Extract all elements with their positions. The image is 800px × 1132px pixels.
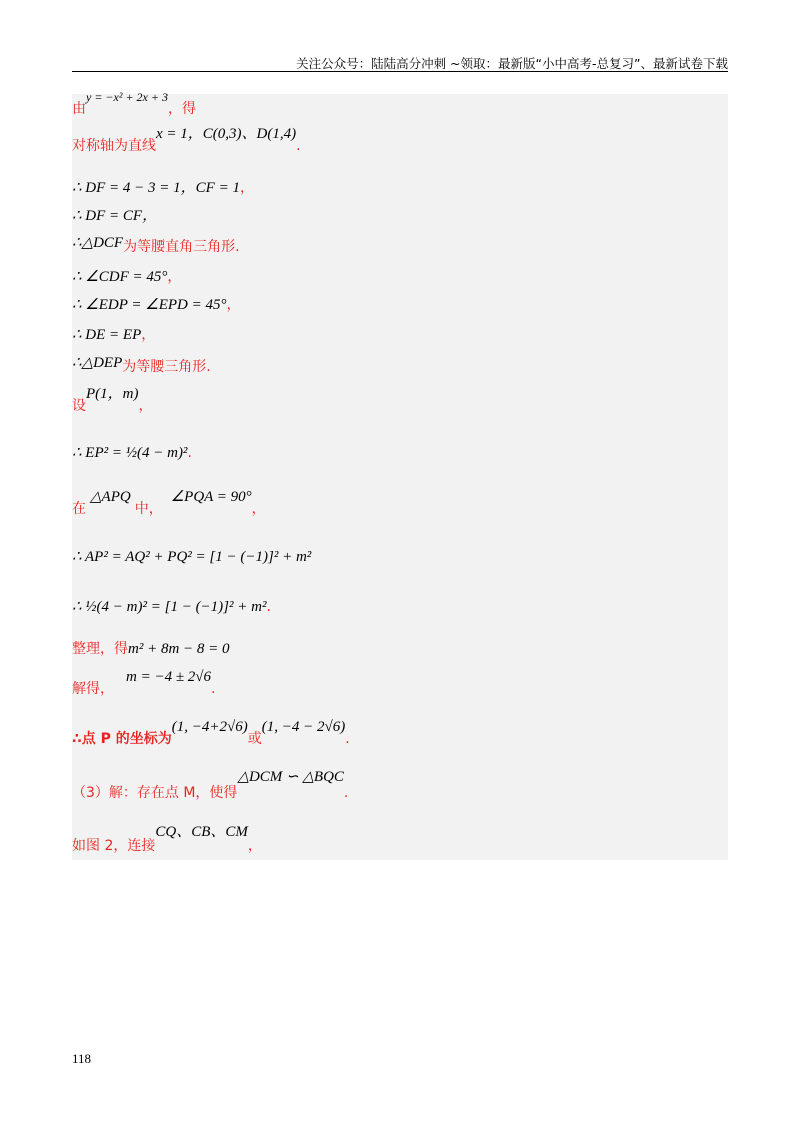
formula: ∴ DF = CF， [72,208,158,224]
text: . [296,138,301,154]
line-9 [72,356,211,376]
formula: ∴ ∠EDP = ∠EPD = 45° [72,297,227,313]
text: ， [226,297,241,313]
formula: △APQ [90,489,131,505]
text: （3）解：存在点 M，使得 [72,785,238,801]
formula: ∴ DF = 4 − 3 = 1，CF = 1 [72,180,240,196]
line-5 [72,236,240,256]
text: 整理，得 [72,641,128,657]
line-2 [72,126,301,155]
formula: ∴ AP² = AQ² + PQ² = [1 − (−1)]² + m² [72,549,312,565]
formula: y = −x² + 2x + 3 [86,90,168,104]
header-rule [72,71,728,72]
formula: ∴ ∠CDF = 45° [72,269,168,285]
page-header: 关注公众号：陆陆高分冲刺 ~领取：最新版“小中高考-总复习”、最新试卷下载 [296,56,728,71]
formula: ∠PQA = 90° [170,489,252,505]
line-12 [72,489,266,518]
text: ， [141,327,156,343]
line-15 [72,638,230,658]
formula: ∴ ½(4 − m)² = [1 − (−1)]² + m² [72,599,267,615]
text: 设 [72,398,86,414]
text: 为等腰直角三角形. [123,239,240,255]
text: . [211,681,216,697]
line-14 [72,596,271,616]
formula: △DCM ∽ △BQC [237,769,344,785]
text: ， [251,501,266,517]
text: . [343,785,349,801]
text: . [266,599,271,615]
text: 为等腰三角形. [122,359,211,375]
text: ， [167,269,182,285]
text: ，得 [167,101,196,117]
text: 或 [247,731,262,747]
line-11 [72,442,192,462]
line-19 [72,824,262,855]
formula: m = −4 ± 2√6 [126,669,212,685]
solution-block [72,90,728,860]
formula: ∴△DCF [72,235,124,251]
text: ∴点 P 的坐标为 [72,731,172,747]
line-4 [72,204,157,225]
line-8 [72,324,155,344]
formula: ∴△DEP [72,355,123,371]
text: 中， [134,501,163,517]
line-17 [72,719,350,748]
text: . [187,445,192,461]
line-1 [72,90,196,118]
text: ， [138,398,153,414]
text: 如图 2，连接 [72,838,156,854]
formula: m² + 8m − 8 = 0 [128,641,230,657]
line-13 [72,546,311,566]
formula: x = 1，C(0,3)、D(1,4) [156,126,297,142]
text: . [345,731,350,747]
line-10 [72,386,153,415]
formula: (1, −4+2√6) [171,719,248,735]
text: 对称轴为直线 [72,138,156,154]
line-18 [72,769,349,802]
text: ， [247,838,262,854]
line-3 [72,176,254,197]
formula: ∴ EP² = ½(4 − m)² [72,445,188,461]
page-number: 118 [72,1051,92,1066]
formula: CQ、CB、CM [155,824,248,840]
formula: (1, −4 − 2√6) [261,719,346,735]
line-6 [72,266,181,286]
line-16 [72,669,216,698]
line-7 [72,294,240,314]
formula: P(1，m) [86,386,139,402]
formula: ∴ DE = EP [72,327,142,343]
text: 由 [72,101,86,117]
text: 在 [72,501,86,517]
text: ， [239,180,254,196]
text: 解得， [72,681,114,697]
